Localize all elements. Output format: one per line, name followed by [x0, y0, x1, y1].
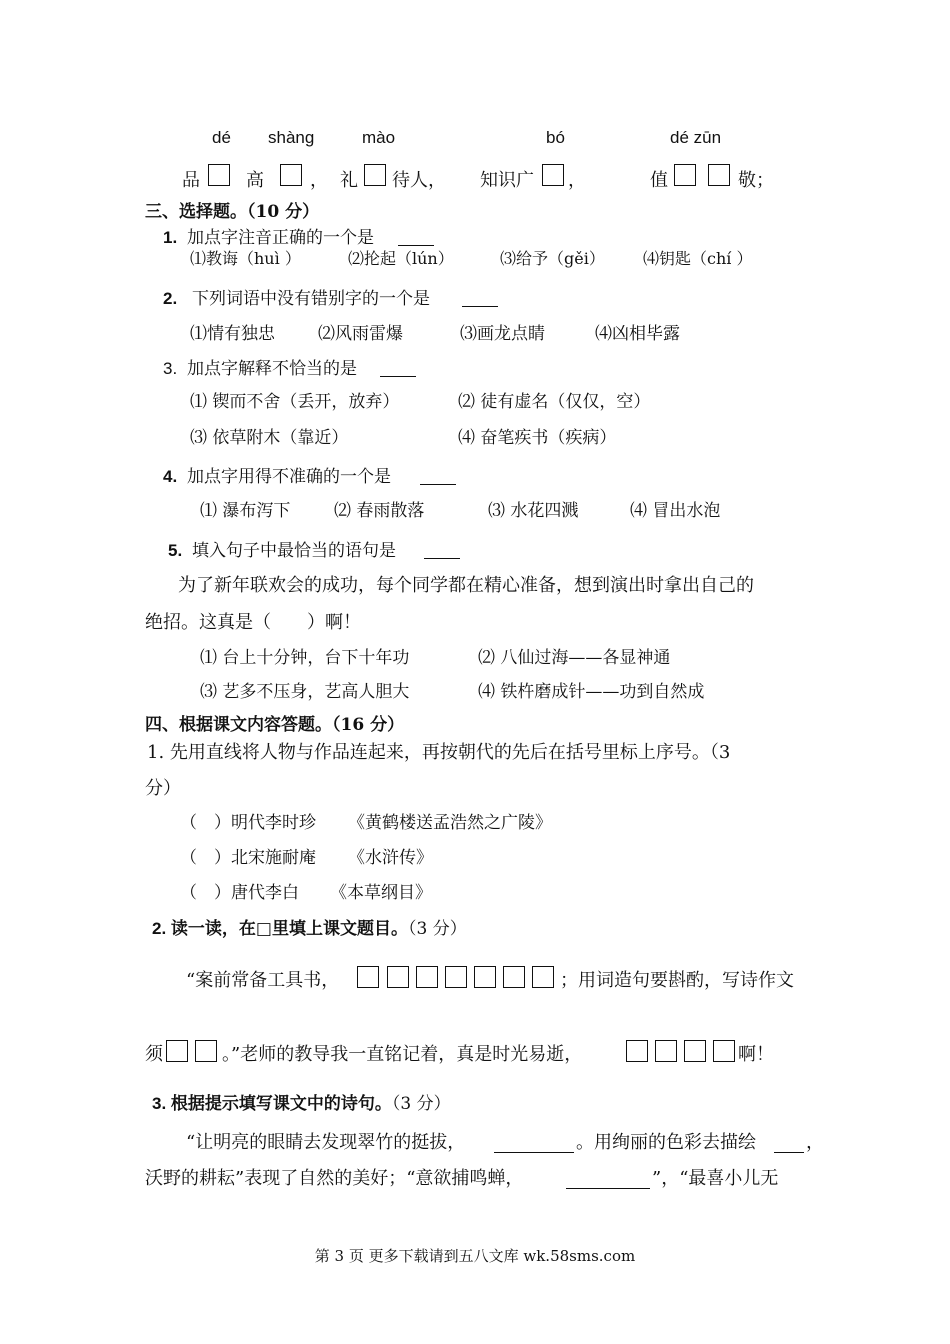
answer-box[interactable] — [626, 1040, 648, 1062]
q5-para-line1: 为了新年联欢会的成功，每个同学都在精心准备，想到演出时拿出自己的 — [178, 575, 754, 596]
person-row[interactable]: （ ）明代李时珍 — [180, 813, 316, 833]
s4-q2-line1b: ；用词造句要斟酌，写诗作文 — [560, 970, 794, 991]
answer-box[interactable] — [708, 164, 730, 186]
q2-opt2: ⑵风雨雷爆 — [318, 324, 403, 344]
pinyin-de-zun: dé zūn — [670, 128, 722, 147]
answer-box[interactable] — [713, 1040, 735, 1062]
answer-box[interactable] — [357, 966, 379, 988]
work-title: 《水浒传》 — [348, 848, 433, 868]
idiom-char: 敬； — [738, 170, 774, 191]
idiom-char: ， — [568, 170, 586, 191]
work-title: 《本草纲目》 — [330, 883, 432, 903]
q3-opt3: ⑶ 依草附木（靠近） — [190, 428, 349, 448]
q4-opt1: ⑴ 瀑布泻下 — [200, 501, 291, 521]
q4-blank[interactable] — [420, 466, 456, 485]
answer-box[interactable] — [474, 966, 496, 988]
work-title: 《黄鹤楼送孟浩然之广陵》 — [348, 813, 552, 833]
pinyin-mao: mào — [362, 128, 396, 147]
q2-blank[interactable] — [462, 288, 498, 307]
answer-box[interactable] — [280, 164, 302, 186]
pinyin-bo: bó — [546, 128, 565, 147]
pinyin-shang: shàng — [268, 128, 315, 147]
q5-opt3: ⑶ 艺多不压身，艺高人胆大 — [200, 682, 410, 702]
pinyin-de: dé — [212, 128, 231, 147]
answer-box[interactable] — [532, 966, 554, 988]
q1-opt3: ⑶给予（gěi） — [500, 249, 605, 268]
q5-opt4: ⑷ 铁杵磨成针——功到自然成 — [478, 682, 705, 702]
answer-box[interactable] — [655, 1040, 677, 1062]
section-3-heading: 三、选择题。（10 分） — [145, 202, 320, 222]
answer-box[interactable] — [195, 1040, 217, 1062]
answer-box[interactable] — [445, 966, 467, 988]
q5-text: 填入句子中最恰当的语句是 — [192, 541, 396, 561]
q1-num: 1. — [163, 228, 178, 247]
q4-opt3: ⑶ 水花四溅 — [488, 501, 579, 521]
q2-num: 2. — [163, 289, 178, 308]
q3-opt4: ⑷ 奋笔疾书（疾病） — [458, 428, 617, 448]
s4-q3-line1a: “让明亮的眼睛去发现翠竹的挺拔， — [186, 1132, 466, 1153]
idiom-char: 礼 — [340, 170, 358, 191]
q2-opt4: ⑷凶相毕露 — [595, 324, 680, 344]
idiom-char: 待人， — [392, 170, 446, 191]
s4-q2-line2b: 。”老师的教导我一直铭记着，真是时光易逝， — [222, 1044, 583, 1065]
section-4-heading: 四、根据课文内容答题。（16 分） — [145, 715, 405, 735]
answer-box[interactable] — [503, 966, 525, 988]
q2-opt3: ⑶画龙点睛 — [460, 324, 545, 344]
q3-opt2: ⑵ 徒有虚名（仅仅，空） — [458, 392, 651, 412]
s4-q2-heading: 2. 读一读，在□里填上课文题目。（3 分） — [152, 919, 467, 939]
person-row[interactable]: （ ）唐代李白 — [180, 883, 299, 903]
page-footer: 第 3 页 更多下载请到五八文库 wk.58sms.com — [314, 1247, 636, 1265]
answer-box[interactable] — [416, 966, 438, 988]
q2-text: 下列词语中没有错别字的一个是 — [192, 289, 430, 309]
poem-blank[interactable] — [566, 1170, 650, 1189]
s4-q2-line2c: 啊！ — [738, 1044, 774, 1065]
q1-opt2: ⑵抡起（lún） — [348, 249, 454, 268]
s4-q1-text: 1. 先用直线将人物与作品连起来，再按朝代的先后在括号里标上序号。（3 — [147, 742, 731, 763]
q5-para-line2: 绝招。这真是（ ）啊！ — [145, 612, 361, 633]
s4-q3-heading: 3. 根据提示填写课文中的诗句。（3 分） — [152, 1094, 451, 1114]
q1-blank[interactable] — [398, 227, 434, 246]
s4-q2-line1a: “案前常备工具书， — [186, 970, 340, 991]
person-row[interactable]: （ ）北宋施耐庵 — [180, 848, 316, 868]
q4-opt2: ⑵ 春雨散落 — [334, 501, 425, 521]
s4-q3-line1c: ， — [806, 1132, 824, 1153]
q5-opt2: ⑵ 八仙过海——各显神通 — [478, 648, 671, 668]
answer-box[interactable] — [364, 164, 386, 186]
idiom-char: 高 — [246, 170, 264, 191]
idiom-char: 值 — [650, 170, 668, 191]
idiom-char: 知识广 — [480, 170, 534, 191]
idiom-char: 品 — [182, 170, 200, 191]
q3-blank[interactable] — [380, 358, 416, 377]
answer-box[interactable] — [387, 966, 409, 988]
q1-opt1: ⑴教诲（huì ） — [190, 249, 301, 268]
answer-box[interactable] — [542, 164, 564, 186]
answer-box[interactable] — [684, 1040, 706, 1062]
q4-opt4: ⑷ 冒出水泡 — [630, 501, 721, 521]
q4-text: 加点字用得不准确的一个是 — [187, 467, 391, 487]
poem-blank[interactable] — [774, 1134, 804, 1153]
answer-box[interactable] — [166, 1040, 188, 1062]
poem-blank[interactable] — [494, 1134, 574, 1153]
q3-text: 加点字解释不恰当的是 — [187, 359, 357, 379]
q5-opt1: ⑴ 台上十分钟，台下十年功 — [200, 648, 410, 668]
q2-opt1: ⑴情有独忠 — [190, 324, 275, 344]
idiom-char: ， — [310, 170, 328, 191]
answer-box[interactable] — [674, 164, 696, 186]
answer-box[interactable] — [208, 164, 230, 186]
q4-num: 4. — [163, 467, 178, 486]
q1-opt4: ⑷钥匙（chí ） — [643, 249, 753, 268]
s4-q1-text-cont: 分） — [145, 778, 181, 799]
s4-q3-line2a: 沃野的耕耘”表现了自然的美好；“意欲捕鸣蝉， — [145, 1168, 524, 1189]
q3-opt1: ⑴ 锲而不舍（丢开，放弃） — [190, 392, 400, 412]
s4-q2-line2a: 须 — [145, 1044, 163, 1065]
s4-q3-line1b: 。用绚丽的色彩去描绘 — [576, 1132, 756, 1153]
q5-num: 5. — [168, 541, 183, 560]
s4-q3-line2b: ”，“最喜小儿无 — [652, 1168, 779, 1189]
q1-text: 加点字注音正确的一个是 — [187, 228, 374, 248]
q5-blank[interactable] — [424, 540, 460, 559]
q3-num: 3. — [163, 359, 178, 378]
